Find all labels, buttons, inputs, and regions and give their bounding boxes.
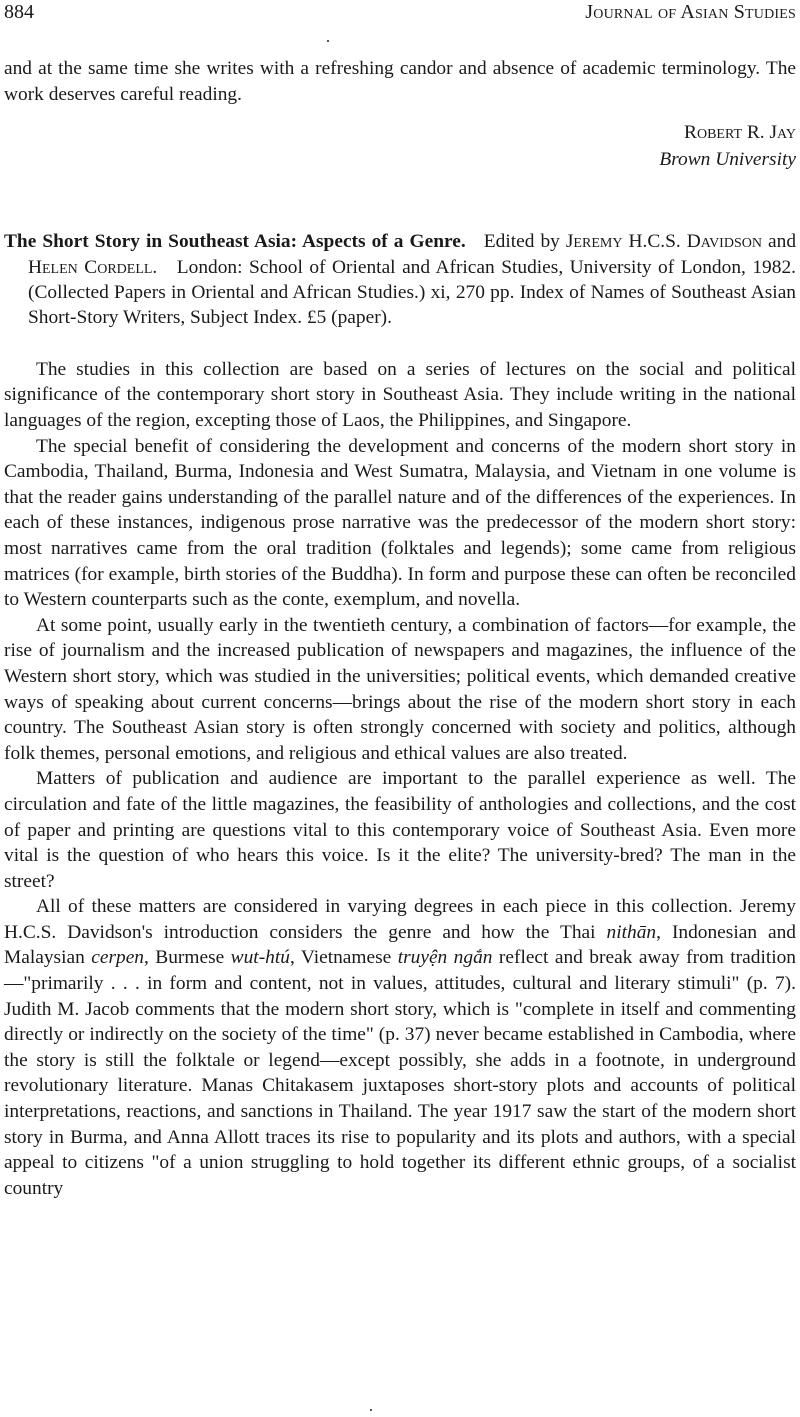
- reviewer-name: Robert R. Jay: [684, 122, 796, 144]
- book-citation: [4, 229, 796, 331]
- book-title: The Short Story in Southeast Asia: Aspects of a Genre.: [4, 231, 466, 253]
- genre-term: wut-htú: [230, 947, 290, 969]
- paragraph: The studies in this collection are based on a series of lectures on the social and political significance of the contemporary short story in Southeast Asia. They include writing in the national languages of the region, excepting those of Laos, the Philippines, and Singapore.: [4, 358, 796, 431]
- running-head: [4, 0, 796, 24]
- genre-term: cerpen: [91, 947, 144, 969]
- editor-conjunction: and: [768, 231, 797, 253]
- text-run: , Vietnamese: [289, 947, 392, 969]
- text-run: reflect and break away from tradition—"primarily . . . in form and content, not in values, attitudes, cultural and literary stimuli" (p. 7). Judith M. Jacob comments that the modern short story, which is "complete in itself and commenting directly or indirectly on the society of the time" (p. 37) never became established in Cambodia, where the story is still the folktale or legend—except possibly, she adds in a footnote, in underground revolutionary literature. Manas Chitakasem juxtaposes short-story plots and accounts of political interpretations, reactions, and sanctions in Thailand. The year 1917 saw the start of the modern short story in Burma, and Anna Allott traces its rise to popularity and its plots and authors, with a special appeal to citizens "of a union struggling to hold together its different ethnic groups, of a socialist country: [4, 947, 796, 1199]
- genre-term: nithān: [606, 921, 657, 943]
- edited-by-label: Edited by: [483, 231, 560, 253]
- paragraph: At some point, usually early in the twentieth century, a combination of factors—for example, the rise of journalism and the increased publication of newspapers and magazines, the influence of the Western short story, which was studied in the universities; political events, which demanded creative ways of speaking about current concerns—brings about the rise of the modern short story in each country. The Southeast Asian story is often strongly concerned with society and politics, although folk themes, personal emotions, and religious and ethical values are also treated.: [4, 614, 796, 764]
- publication-details: London: School of Oriental and African Studies, University of London, 1982. (Collected Papers in Oriental and African Studies.) xi, 270 pp. Index of Names of Southeast Asian Short-Story Writers, Subject Index. £5 (paper).: [28, 256, 796, 329]
- reviewer-signature: [4, 119, 796, 173]
- editor-name: Jeremy H.C.S. Davidson: [565, 231, 762, 253]
- page-number: 884: [4, 1, 34, 23]
- journal-title: Journal of Asian Studies: [585, 1, 796, 23]
- previous-review-ending: and at the same time she writes with a refreshing candor and absence of academic terminology. The work deserves careful reading.: [4, 58, 796, 105]
- paragraph: The special benefit of considering the development and concerns of the modern short story in Cambodia, Thailand, Burma, Indonesia and West Sumatra, Malaysia, and Vietnam in one volume is that the reader gains understanding of the parallel nature and of the differences of the experiences. In each of these instances, indigenous prose narrative was the predecessor of the modern short story: most narratives came from the oral tradition (folktales and legends); some came from religious matrices (for example, birth stories of the Buddha). In form and purpose these can often be reconciled to Western counterparts such as the conte, exemplum, and novella.: [4, 435, 796, 611]
- print-mark: [327, 40, 329, 42]
- editor-name: Helen Cordell.: [28, 256, 158, 278]
- reviewer-affiliation: Brown University: [659, 149, 796, 171]
- print-mark: [370, 1409, 372, 1411]
- paragraph: Matters of publication and audience are important to the parallel experience as well. The circulation and fate of the little magazines, the feasibility of anthologies and collections, and the cost of paper and printing are questions vital to this contemporary voice of Southeast Asia. Even more vital is the question of who hears this voice. Is it the elite? The university-bred? The man in the street?: [4, 768, 796, 892]
- text-run: , Burmese: [144, 947, 225, 969]
- review-body: [4, 357, 796, 1202]
- paragraph: [4, 894, 796, 1201]
- text-run: , Indonesian and Malaysian: [4, 921, 797, 969]
- genre-term: truyện ngắn: [397, 947, 493, 969]
- text-run: All of these matters are considered in varying degrees in each piece in this collection. Jeremy H.C.S. Davidson's introduction considers the genre and how the Thai: [4, 896, 796, 943]
